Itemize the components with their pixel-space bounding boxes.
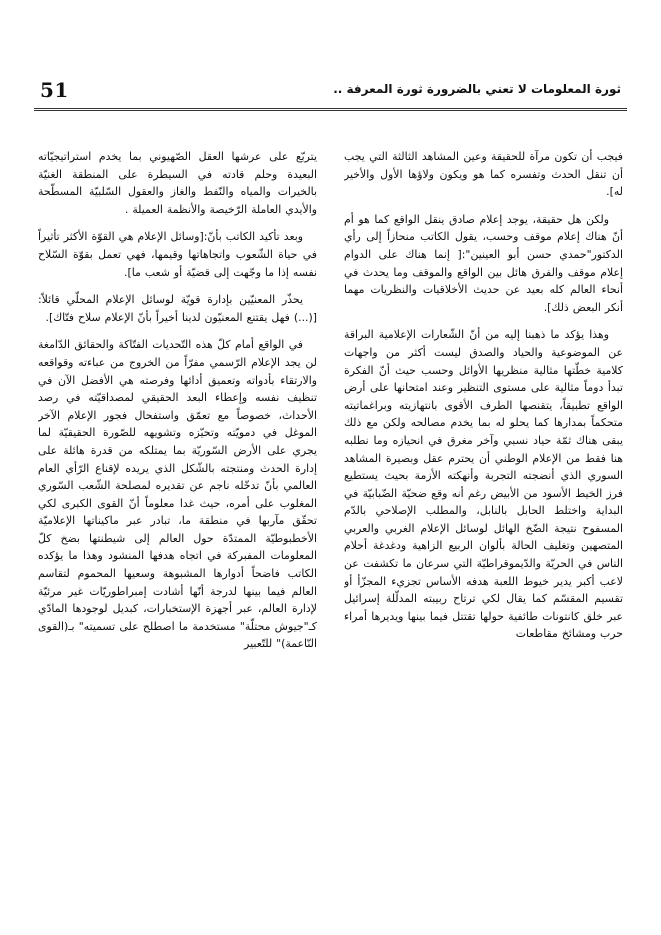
left-column	[38, 148, 317, 888]
paragraph: وبعد تأكيد الكاتب بأنّ:[وسائل الإعلام هي القوّة الأكثر تأثيراً في حياة الشّعوب واتجاهاتها وقيمها، فهي تعمل بقوّة السّلاح نفسه إذا ما وجّهت إلى قضيّة أو شعب ما].	[38, 230, 317, 279]
paragraph: في الواقع أمام كلّ هذه التّحديات الفتّاكة والحقائق الدّامغة لن يجد الإعلام الرّسمي مفرّاً من الخروج من عباءته وقواقعه والارتقاء بأدواته وتعميق أدائها وفرصته هي الأفضل الآن في تنظيف نفسه وإعطاء البعد الحقيقي لمصداقيّته في رصد الأحداث، خصوصاً مع تعمّق واستفحال فجور الإعلام الآخر الموغل في دمويّته وتحيّزه وتشويهه للصّورة الحقيقيّة لما يجري على الأرض السّوريّة بما يمتلكه من قدرة هائلة على إدارة الحدث ومنتجته بالشّكل الذي يريده لإقناع الرّأي العام العالمي بأنّ تدخّله ناجم عن تقديره لمصلحة الشّعب السّوري المغلوب على أمره، حيث غدا معلوماً أنّ القوى الكبرى لكي تحقّق مآربها في منطقة ما، تبادر عبر ماكيناتها الإعلاميّة الأخطبوطيّة الممتدّة حول العالم إلى شيطنتها بضخ كلّ المعلومات المفبركة في اتجاه هدفها المنشود وهذا ما يؤكده الكاتب فاضحاً أدوارها المشبوهة وسعيها المحموم لتقاسم العالم فيما بينها لدرجة أنّها أشادت إمبراطوريّات غير مرئيّة لإدارة العالم، عبر أجهزة الإستخبارات، كبديل لوجودها المادّي كـ"جيوش محتلّة" مستخدمة ما اصطلح على تسميته" بـ(القوى النّاعمة)" للتّعبير	[38, 338, 317, 651]
paragraph: ولكن هل حقيقة، يوجد إعلام صادق ينقل الواقع كما هو أم أنّ هناك إعلام موقف وحسب، يقول الكاتب منحازاً إلى رأي الدكتور"حمدي حسن أبو العينين":[ إنما هناك على الدوام إعلام موقف والفرق هائل بين الواقع والموقف وما يحدث في أنحاء العالم كله بعيد عن حديث الأخلاقيات والنظريات مهما أنكر البعض ذلك].	[344, 212, 623, 314]
page-header	[34, 80, 627, 104]
running-title: ثورة المعلومات لا تعني بالضرورة ثورة المعرفة ..	[333, 82, 621, 96]
text-columns	[38, 148, 623, 888]
paragraph: يحذّر المعنيّين بإدارة قويّة لوسائل الإعلام المحلّي قائلاً: [(...) فهل يقتنع المعنيّون لدينا أخيراً بأنّ الإعلام سلاح فتّاك].	[38, 293, 317, 324]
header-rule	[34, 108, 627, 111]
page-number: 51	[40, 78, 69, 102]
right-column	[344, 148, 623, 888]
paragraph: وهذا يؤكد ما ذهبنا إليه من أنّ الشّعارات الإعلامية البراقة عن الموضوعية والحياد والصدق ليست أكثر من واجهات كلامية خطّتها مثالية منظريها الأوائل وحسب حيث أنّ الفكرة تبدأ دوماً مثالية على مستوى التنظير وعند امتحانها على أرض الواقع تطبيقاً، يتقنصها الطرف الأقوى بانتهازيته وبراغماتيته متحكماً بمدارها كما يحلو له بما يخدم مصالحه ولكن مع ذلك يبقى هناك ثمّة حياد نسبي وآخر مغرق في انحيازه وما نطلبه هنا فقط من الإعلام الوطني أن يحترم عقل وبصيرة المشاهد السوري الذي أنضجته التجربة وأنهكته الأزمة بحيث يستطيع فرز الخيط الأسود من الأبيض رغم أنه وقع ضحيّة الضّبابيّة في البداية واختلط الحابل بالنابل، والمطلب الإصلاحي بالدّم المسفوح نتيجة الضّخ الهائل لوسائل الإعلام الغربي والعربي المتصهين وتغليف الحالة بألوان الربيع الزاهية ودغدغة أحلام الناس في الحريّة والدّيموقراطيّة التي سرعان ما تكشفت عن لاعب أكبر يدير خيوط اللعبة هدفه الأساس تجزيء المجزّأ أو تقسيم المقسّم كما يقال لكي ترتاح ربيبته المدلّلة إسرائيل عبر خلق كانتونات طائفية حولها تقتتل فيما بينها ويديرها أمراء حرب ومشائخ مقاطعات	[344, 328, 623, 641]
paragraph: يتربّع على عرشها العقل الصّهيوني بما يخدم استراتيجيّاته البعيدة وحلم قادته في السيطرة على المنطقة الغنيّة بالخيرات والمياه والنّفط والغاز والعقول السّلبيّة المسطّحة والأيدي العاملة الرّخيصة والأنظمة العميلة .	[38, 150, 317, 216]
paragraph: فيجب أن تكون مرآة للحقيقة وعين المشاهد الثالثة التي يجب أن تنقل الحدث وتفسره كما هو ويكون ولاؤها الأول والأخير له].	[344, 150, 623, 199]
